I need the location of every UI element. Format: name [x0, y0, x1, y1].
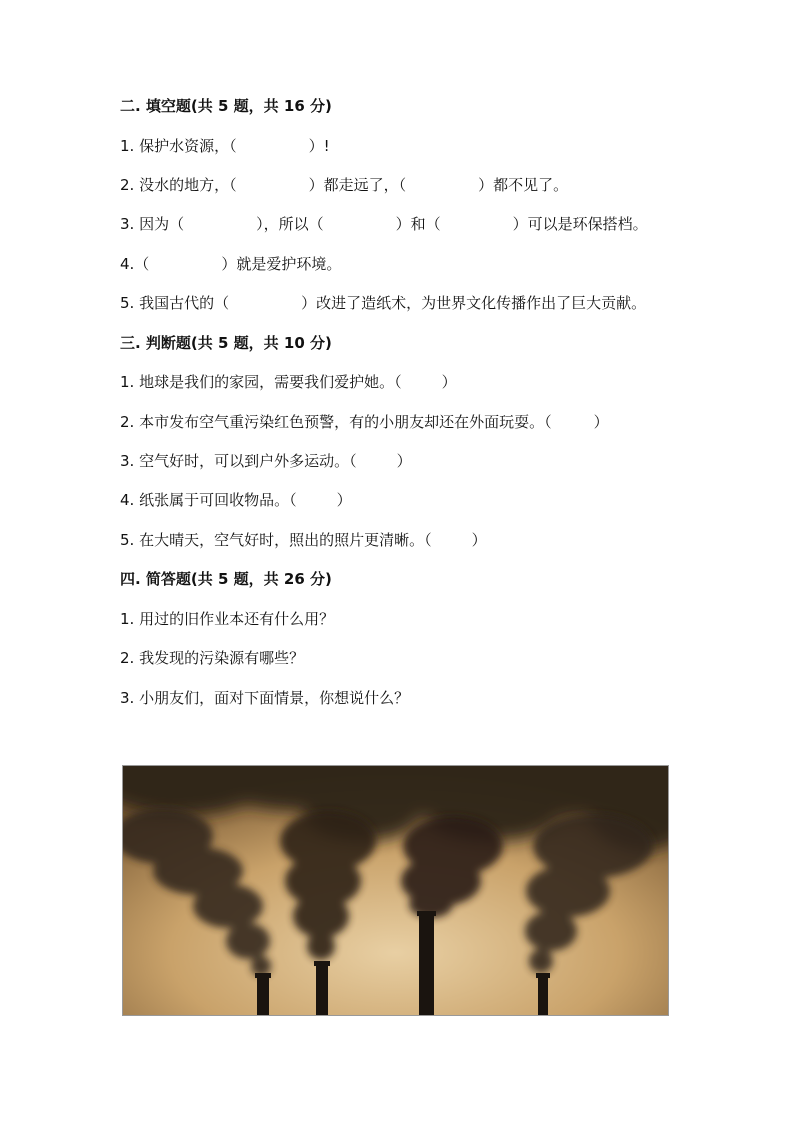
smokestack-1 [257, 976, 269, 1015]
section-heading-true-false: 三. 判断题(共 5 题，共 10 分) [120, 334, 332, 352]
question-text: ） [593, 413, 609, 431]
question-2-5 [120, 293, 646, 313]
question-2-4 [120, 254, 341, 274]
question-text: ）可以是环保搭档。 [512, 215, 648, 233]
question-text: 2. 没水的地方，（ [120, 176, 237, 194]
question-text: 5. 我国古代的（ [120, 294, 230, 312]
question-3-4 [120, 490, 352, 510]
question-2-2 [120, 175, 568, 195]
question-text: 3. 因为（ [120, 215, 185, 233]
question-text: ）就是爱护环境。 [221, 255, 342, 273]
question-text: ）都不见了。 [478, 176, 569, 194]
question-text: ） [396, 452, 412, 470]
question-text: 4.（ [120, 255, 150, 273]
question-2-1 [120, 136, 330, 156]
question-3-1 [120, 372, 457, 392]
question-text: 3. 空气好时，可以到户外多运动。（ [120, 452, 357, 470]
question-text: ）都走远了，（ [308, 176, 407, 194]
question-text: ） [441, 373, 457, 391]
question-text: ）和（ [395, 215, 441, 233]
question-text: ） [471, 531, 487, 549]
section-heading-short-answer: 四. 简答题(共 5 题，共 26 分) [120, 570, 332, 588]
question-3-5 [120, 530, 487, 550]
question-3-3 [120, 451, 412, 471]
question-text: 2. 本市发布空气重污染红色预警，有的小朋友却还在外面玩耍。（ [120, 413, 552, 431]
question-text: ）! [308, 137, 330, 155]
question-text: 1. 保护水资源，（ [120, 137, 237, 155]
question-4-1: 1. 用过的旧作业本还有什么用？ [120, 610, 335, 628]
smokestack-2 [316, 964, 328, 1015]
question-4-2: 2. 我发现的污染源有哪些？ [120, 649, 305, 667]
smokestack-illustration [123, 766, 668, 1015]
section-heading-fill-blank: 二. 填空题(共 5 题，共 16 分) [120, 97, 332, 115]
smokestack-4 [538, 976, 548, 1015]
smokestack-3 [419, 914, 434, 1015]
question-text: ） [336, 491, 352, 509]
question-4-3: 3. 小朋友们，面对下面情景，你想说什么？ [120, 689, 410, 707]
question-2-3 [120, 214, 648, 234]
question-text: ）改进了造纸术，为世界文化传播作出了巨大贡献。 [301, 294, 647, 312]
smokestack-pollution-photo [122, 765, 669, 1016]
question-3-2 [120, 412, 609, 432]
question-text: 4. 纸张属于可回收物品。（ [120, 491, 297, 509]
question-text: ），所以（ [256, 215, 324, 233]
question-text: 5. 在大晴天，空气好时，照出的照片更清晰。（ [120, 531, 432, 549]
question-text: 1. 地球是我们的家园，需要我们爱护她。（ [120, 373, 402, 391]
